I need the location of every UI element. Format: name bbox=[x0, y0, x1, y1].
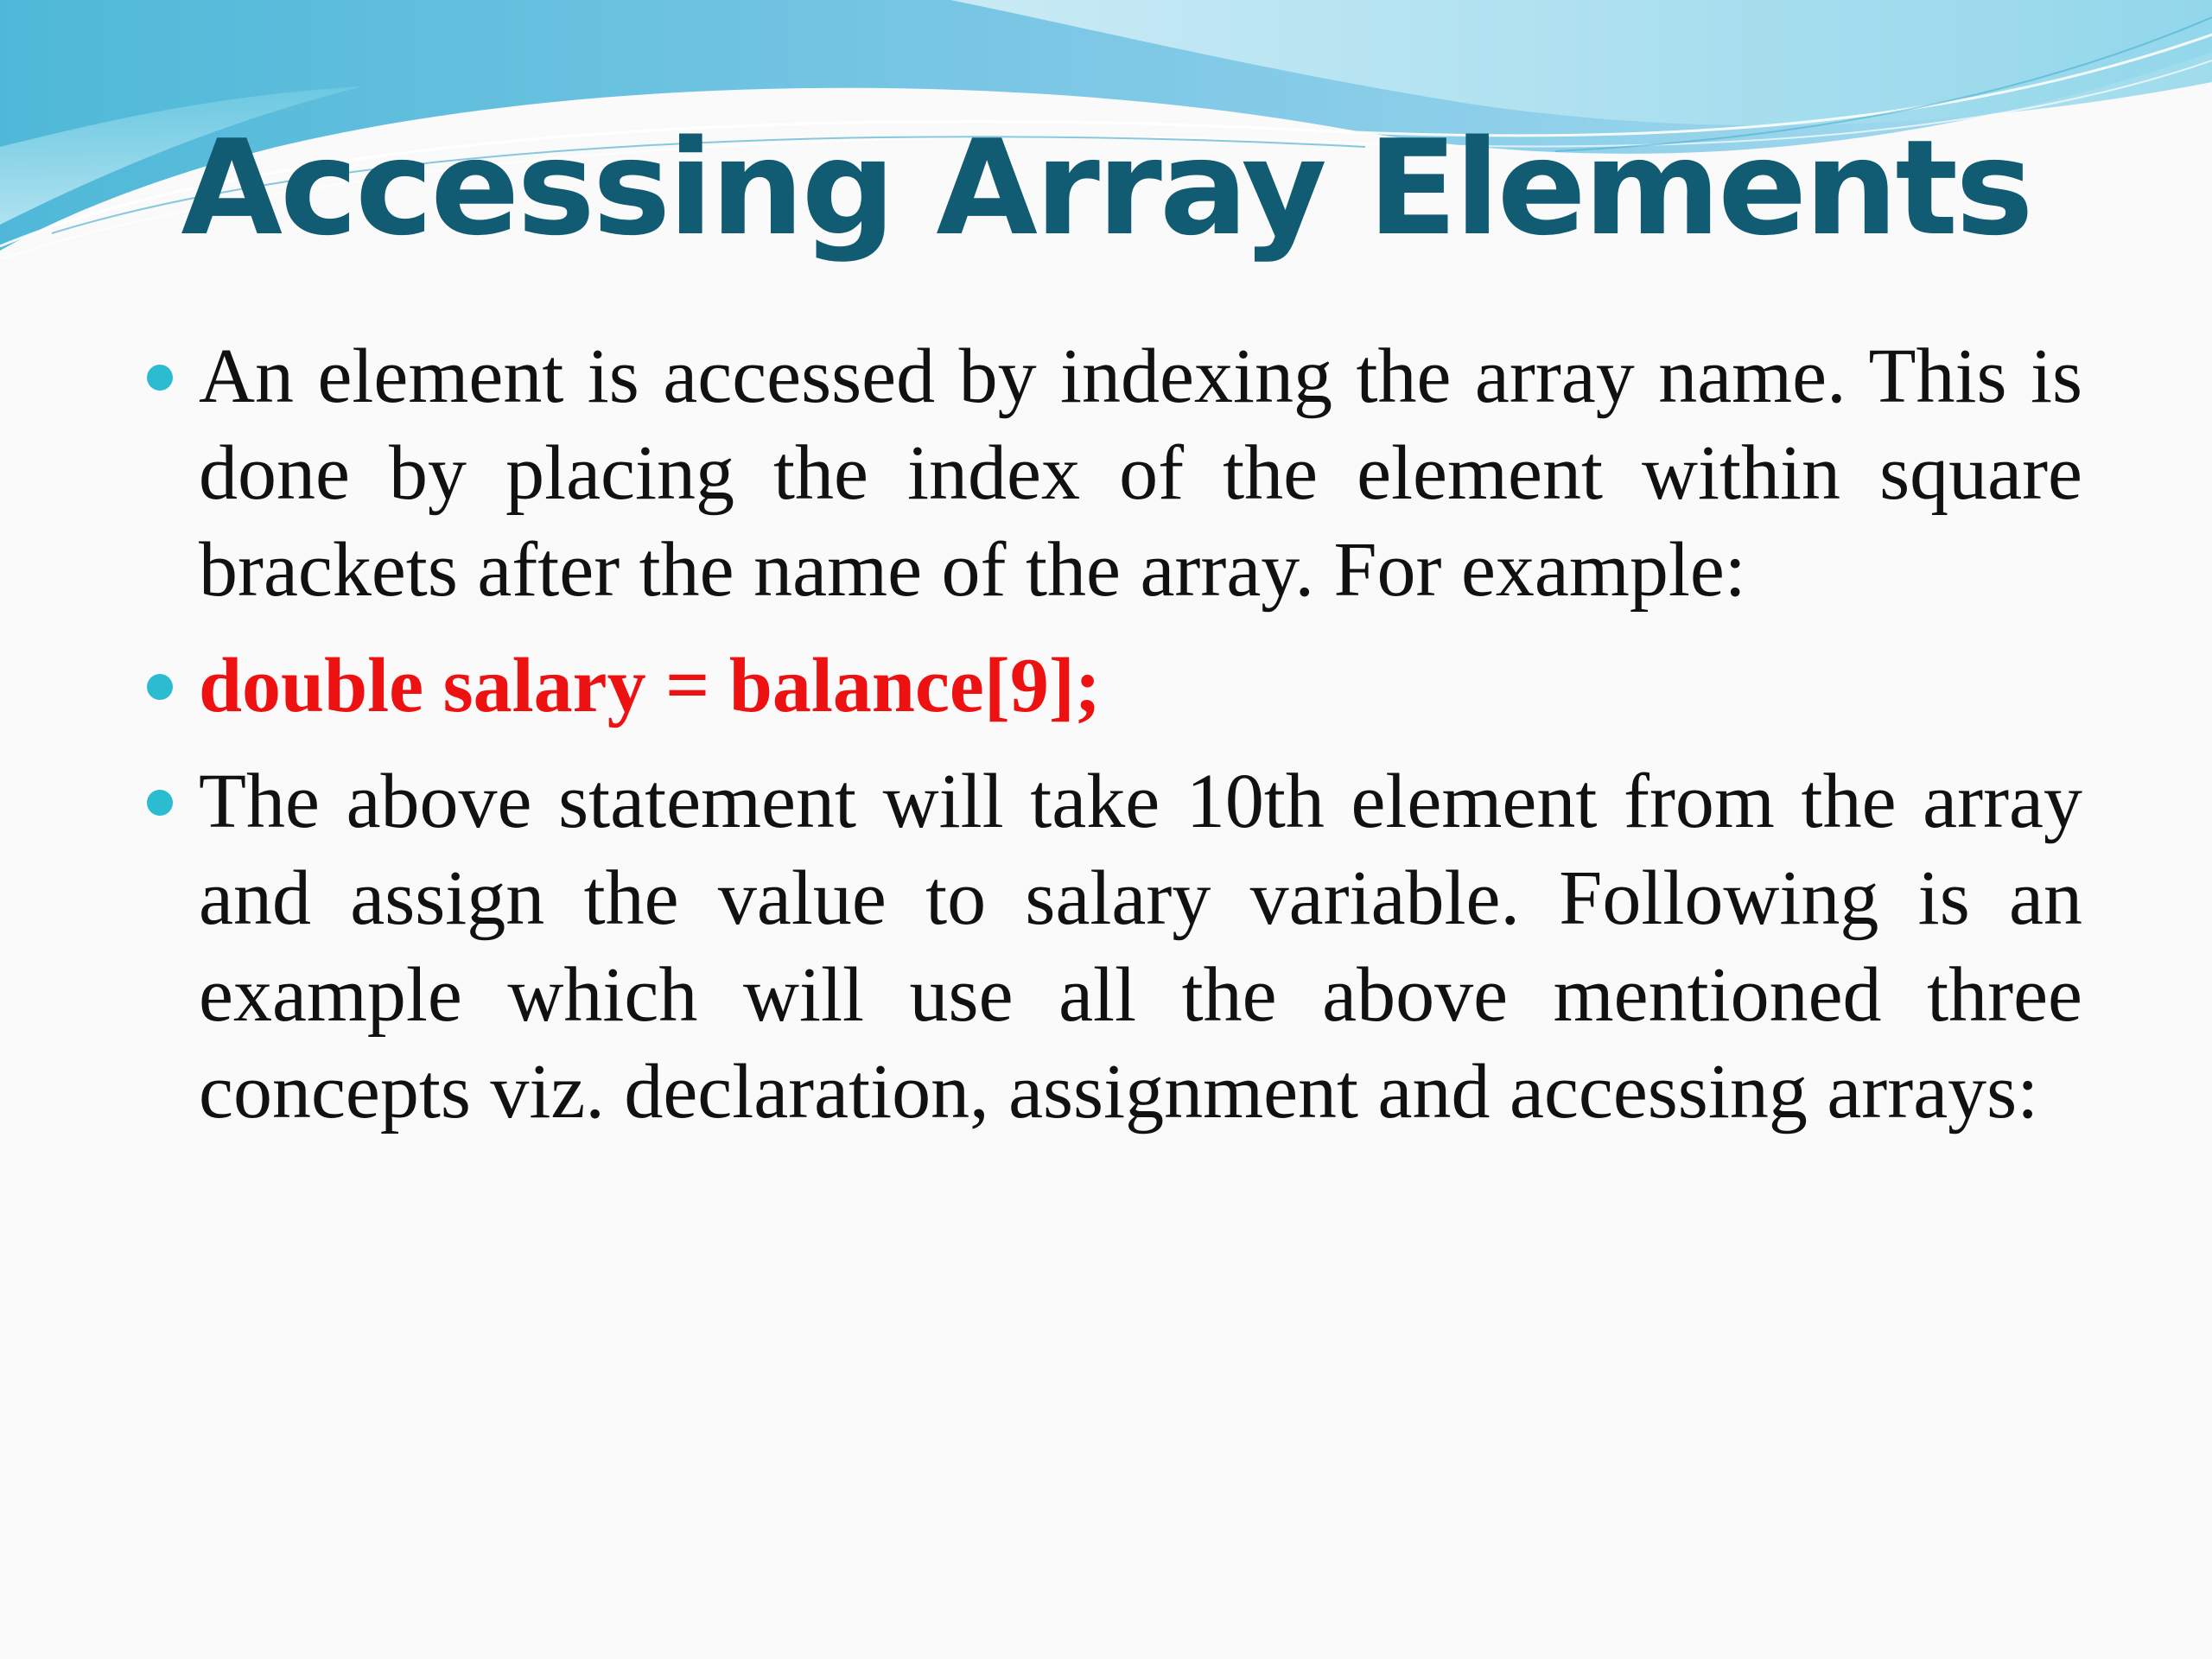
slide-title: Accessing Array Elements bbox=[181, 111, 2031, 264]
bullet-icon bbox=[147, 790, 173, 816]
bullet-item-code-example bbox=[130, 638, 2082, 734]
bullet-text: An element is accessed by indexing the array name. This is done by placing the index of the element within square brackets after the name of the array. For example: bbox=[199, 334, 2082, 613]
bullet-item-definition bbox=[130, 328, 2082, 619]
code-example-text: double salary = balance[9]; bbox=[199, 643, 1101, 728]
bullet-item-explanation bbox=[130, 753, 2082, 1141]
bullet-icon bbox=[147, 674, 173, 700]
bullet-text: The above statement will take 10th element from the array and assign the value to salary variable. Following is an example which will use all the above mentioned three concepts viz. declaration, assignment and accessing arrays: bbox=[199, 759, 2082, 1135]
bullet-list bbox=[130, 328, 2082, 1160]
bullet-icon bbox=[147, 365, 173, 391]
